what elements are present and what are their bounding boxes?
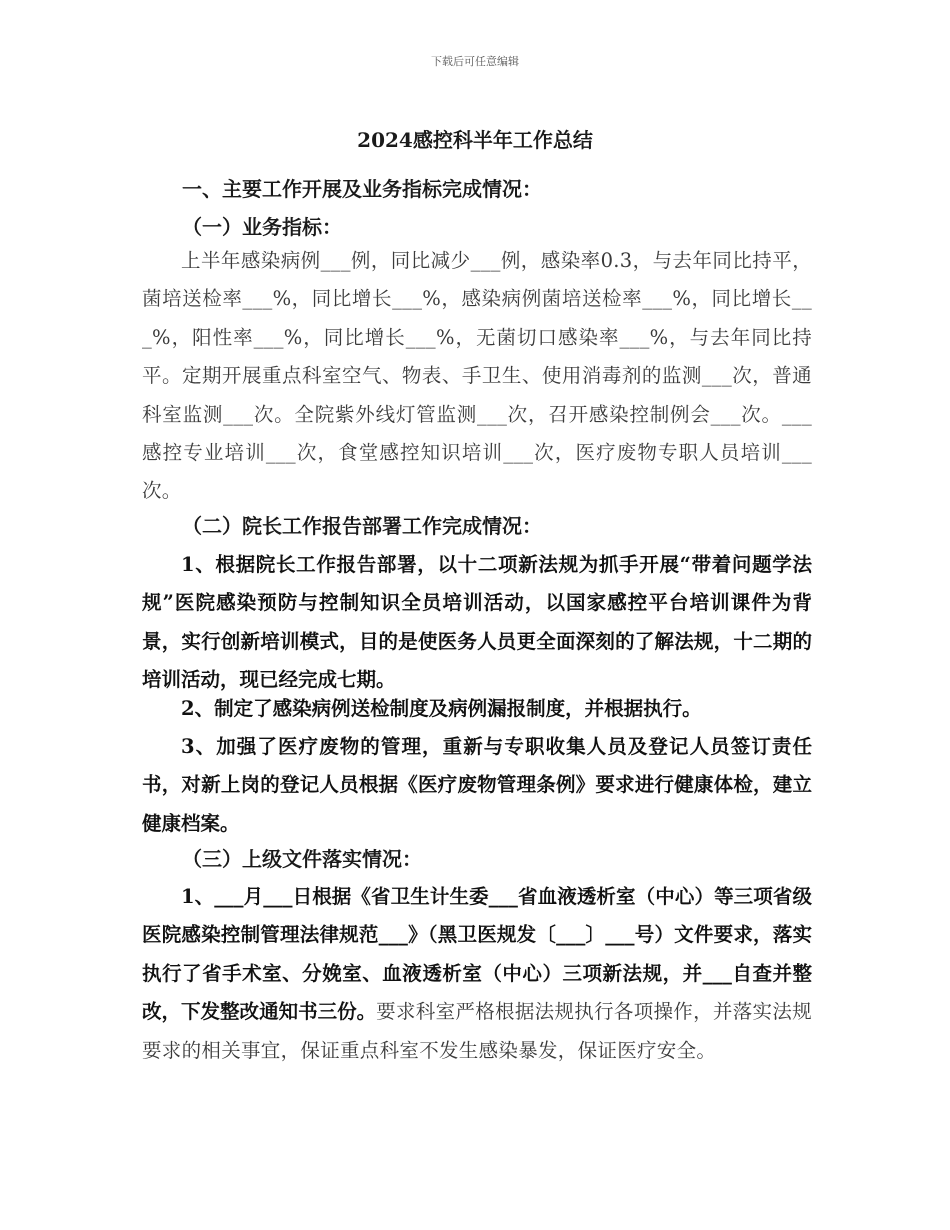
- paragraph-business-indicators: 上半年感染病例___例，同比减少___例，感染率0.3，与去年同比持平，菌培送检率___%，同比增长___%，感染病例菌培送检率___%，同比增长___%，阳性率___%，同比增长___%，无菌切口感染率___%，与去年同比持平。定期开展重点科室空气、物表、手卫生、使用消毒剂的监测___次，普通科室监测___次。全院紫外线灯管监测___次，召开感染控制例会___次。___感控专业培训___次，食堂感控知识培训___次，医疗废物专职人员培训___次。: [142, 249, 812, 503]
- paragraph-upper-documents-bold-part: 1、___月___日根据《省卫生计生委___省血液透析室（中心）等三项省级医院感染控制管理法律规范___》（黑卫医规发〔___〕___号）文件要求，落实执行了省手术室、分娩室、血液透析室（中心）三项新法规，并___自查并整改，下发整改通知书三份。: [142, 885, 812, 1024]
- header-note: 下载后可任意编辑: [431, 55, 519, 68]
- paragraph-director-item-2: 2、制定了感染病例送检制度及病例漏报制度，并根据执行。: [181, 697, 702, 720]
- paragraph-upper-documents-item-1: [142, 878, 812, 1070]
- document-title: 2024感控科半年工作总结: [357, 128, 593, 152]
- subsection-heading-business-indicators: （一）业务指标：: [182, 215, 342, 239]
- paragraph-director-item-3: 3、加强了医疗废物的管理，重新与专职收集人员及登记人员签订责任书，对新上岗的登记人员根据《医疗废物管理条例》要求进行健康体检，建立健康档案。: [142, 735, 812, 835]
- subsection-heading-upper-documents: （三）上级文件落实情况：: [182, 847, 422, 871]
- paragraph-director-item-1: 1、根据院长工作报告部署，以十二项新法规为抓手开展“带着问题学法规”医院感染预防与控制知识全员培训活动，以国家感控平台培训课件为背景，实行创新培训模式，目的是使医务人员更全面深刻的了解法规，十二期的培训活动，现已经完成七期。: [142, 553, 812, 692]
- subsection-heading-director-report: （二）院长工作报告部署工作完成情况：: [182, 514, 542, 538]
- section-heading-main-work: 一、主要工作开展及业务指标完成情况：: [182, 177, 542, 201]
- paragraph-upper-documents-rest: 要求科室严格根据法规执行各项操作，并落实法规要求的相关事宜，保证重点科室不发生感染暴发，保证医疗安全。: [142, 1000, 812, 1062]
